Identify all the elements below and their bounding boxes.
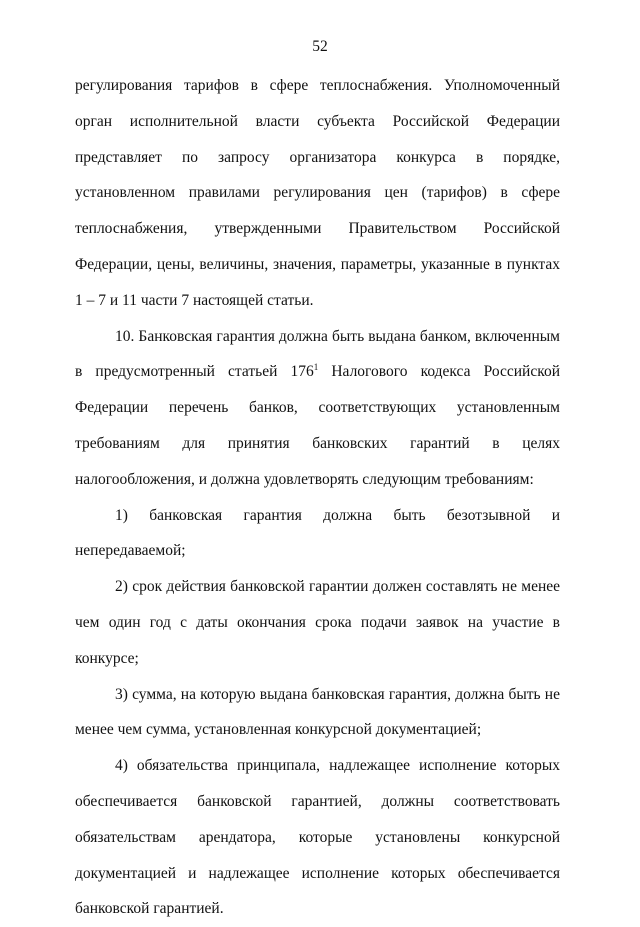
paragraph-bank-guarantee-text-start: 10. Банковская гарантия должна быть выдана банком, включенным в предусмотренный статьей 176	[75, 327, 560, 381]
document-body	[75, 68, 560, 927]
paragraph-tariff-regulation: регулирования тарифов в сфере теплоснабжения. Уполномоченный орган исполнительной власти субъекта Российской Федерации представляет по запросу организатора конкурса в порядке, установленном правилами регулирования цен (тарифов) в сфере теплоснабжения, утвержденными Правительством Российской Федерации, цены, величины, значения, параметры, указанные в пунктах 1 – 7 и 11 части 7 настоящей статьи.	[75, 77, 560, 309]
list-item-1-irrevocable: 1) банковская гарантия должна быть безотзывной и непередаваемой;	[75, 506, 560, 560]
page-number: 52	[312, 38, 328, 55]
list-item-2-validity-period: 2) срок действия банковской гарантии должен составлять не менее чем один год с даты окончания срока подачи заявок на участие в конкурсе;	[75, 578, 560, 667]
paragraph-bank-guarantee-text-end: Налогового кодекса Российской Федерации перечень банков, соответствующих установленным требованиям для принятия банковских гарантий в целях налогообложения, и должна удовлетворять следующим требованиям:	[75, 363, 560, 488]
paragraph-bank-guarantee-requirements	[75, 319, 560, 498]
list-item-4-principal-obligations: 4) обязательства принципала, надлежащее исполнение которых обеспечивается банковской гарантией, должны соответствовать обязательствам арендатора, которые установлены конкурсной документацией и надлежащее исполнение которых обеспечивается банковской гарантией.	[75, 757, 560, 918]
article-superscript: 1	[313, 362, 319, 373]
list-item-3-guarantee-amount: 3) сумма, на которую выдана банковская гарантия, должна быть не менее чем сумма, установленная конкурсной документацией;	[75, 685, 560, 739]
